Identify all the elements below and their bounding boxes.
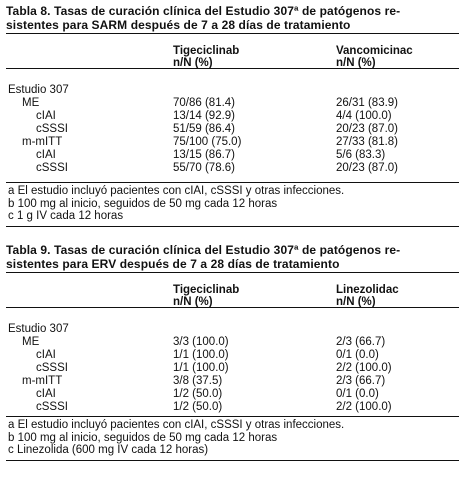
row-label: cSSSI bbox=[36, 401, 68, 413]
row-label: cIAI bbox=[36, 349, 56, 361]
row-value-col2: 27/33 (81.8) bbox=[336, 136, 399, 148]
table-row bbox=[6, 323, 459, 336]
row-value-col1: 1/2 (50.0) bbox=[173, 388, 223, 400]
table-row bbox=[6, 84, 459, 97]
table-9-col2-header bbox=[336, 284, 399, 308]
table-9-col1-header bbox=[173, 284, 239, 308]
footnote: a El estudio incluyó pacientes con cIAI, cSSSI y otras infecciones. bbox=[8, 185, 345, 197]
footnote: c Linezolida (600 mg IV cada 12 horas) bbox=[8, 444, 209, 456]
row-label: cIAI bbox=[36, 388, 56, 400]
row-value-col1: 3/8 (37.5) bbox=[173, 375, 223, 387]
row-value-col1: 1/1 (100.0) bbox=[173, 349, 229, 361]
table-8-title bbox=[6, 3, 459, 34]
table-row bbox=[6, 149, 459, 162]
row-value-col2: 2/3 (66.7) bbox=[336, 336, 386, 348]
row-value-col2: 20/23 (87.0) bbox=[336, 123, 399, 135]
row-label: cSSSI bbox=[36, 162, 68, 174]
row-label: Estudio 307 bbox=[8, 323, 69, 335]
col1-name: Tigeciclinab bbox=[173, 45, 240, 57]
footnote: a El estudio incluyó pacientes con cIAI, cSSSI y otras infecciones. bbox=[8, 419, 345, 431]
col2-unit: n/N (%) bbox=[336, 296, 376, 308]
row-value-col1: 1/1 (100.0) bbox=[173, 362, 229, 374]
row-value-col2: 26/31 (83.9) bbox=[336, 97, 399, 109]
table-9-header bbox=[6, 273, 459, 308]
row-value-col1: 70/86 (81.4) bbox=[173, 97, 236, 109]
table-8 bbox=[6, 3, 459, 227]
row-label: cIAI bbox=[36, 149, 56, 161]
row-value-col2: 5/6 (83.3) bbox=[336, 149, 386, 161]
row-value-col1: 13/15 (86.7) bbox=[173, 149, 236, 161]
row-value-col1: 51/59 (86.4) bbox=[173, 123, 236, 135]
row-value-col2: 2/2 (100.0) bbox=[336, 401, 392, 413]
table-row bbox=[6, 362, 459, 375]
row-value-col2: 20/23 (87.0) bbox=[336, 162, 399, 174]
col1-unit: n/N (%) bbox=[173, 296, 213, 308]
row-label: cSSSI bbox=[36, 362, 68, 374]
table-row bbox=[6, 388, 459, 401]
table-row bbox=[6, 110, 459, 123]
table-row bbox=[6, 162, 459, 175]
footnote: c 1 g IV cada 12 horas bbox=[8, 210, 124, 222]
row-value-col2: 0/1 (0.0) bbox=[336, 388, 379, 400]
table-9-title bbox=[6, 242, 459, 273]
row-label: ME bbox=[22, 97, 40, 109]
row-value-col1: 55/70 (78.6) bbox=[173, 162, 236, 174]
table-9-footnotes bbox=[6, 416, 459, 461]
row-label: m-mITT bbox=[22, 136, 63, 148]
table-8-title-line2: sistentes para SARM después de 7 a 28 días de tratamiento bbox=[6, 18, 351, 32]
row-value-col1: 13/14 (92.9) bbox=[173, 110, 236, 122]
table-row bbox=[6, 123, 459, 136]
row-value-col1: 3/3 (100.0) bbox=[173, 336, 229, 348]
row-value-col2: 2/3 (66.7) bbox=[336, 375, 386, 387]
col2-unit: n/N (%) bbox=[336, 57, 376, 69]
row-label: m-mITT bbox=[22, 375, 63, 387]
row-value-col2: 4/4 (100.0) bbox=[336, 110, 392, 122]
row-label: Estudio 307 bbox=[8, 84, 69, 96]
row-label: cSSSI bbox=[36, 123, 68, 135]
row-value-col1: 75/100 (75.0) bbox=[173, 136, 242, 148]
table-row bbox=[6, 349, 459, 362]
table-9-body bbox=[6, 308, 459, 416]
table-row bbox=[6, 97, 459, 110]
table-row bbox=[6, 136, 459, 149]
table-row bbox=[6, 401, 459, 414]
footnote: b 100 mg al inicio, seguidos de 50 mg cada 12 horas bbox=[8, 197, 278, 210]
table-8-footnotes bbox=[6, 182, 459, 227]
table-8-col1-header bbox=[173, 45, 239, 69]
table-8-col2-header bbox=[336, 45, 413, 69]
table-9-title-line2: sistentes para ERV después de 7 a 28 días de tratamiento bbox=[6, 257, 340, 271]
footnote: b 100 mg al inicio, seguidos de 50 mg cada 12 horas bbox=[8, 431, 278, 444]
table-8-body bbox=[6, 69, 459, 182]
row-label: ME bbox=[22, 336, 40, 348]
col1-name: Tigeciclinab bbox=[173, 284, 240, 296]
table-8-header bbox=[6, 34, 459, 69]
table-9 bbox=[6, 242, 459, 461]
col1-unit: n/N (%) bbox=[173, 57, 213, 69]
row-label: cIAI bbox=[36, 110, 56, 122]
table-9-title-line1: Tabla 9. Tasas de curación clínica del Estudio 307ª de patógenos re- bbox=[6, 243, 401, 257]
table-8-title-line1: Tabla 8. Tasas de curación clínica del Estudio 307ª de patógenos re- bbox=[6, 4, 401, 18]
table-row bbox=[6, 375, 459, 388]
row-value-col2: 2/2 (100.0) bbox=[336, 362, 392, 374]
table-row bbox=[6, 336, 459, 349]
row-value-col2: 0/1 (0.0) bbox=[336, 349, 379, 361]
col2-name: Vancomicinac bbox=[336, 45, 413, 57]
col2-name: Linezolidac bbox=[336, 284, 399, 296]
row-value-col1: 1/2 (50.0) bbox=[173, 401, 223, 413]
